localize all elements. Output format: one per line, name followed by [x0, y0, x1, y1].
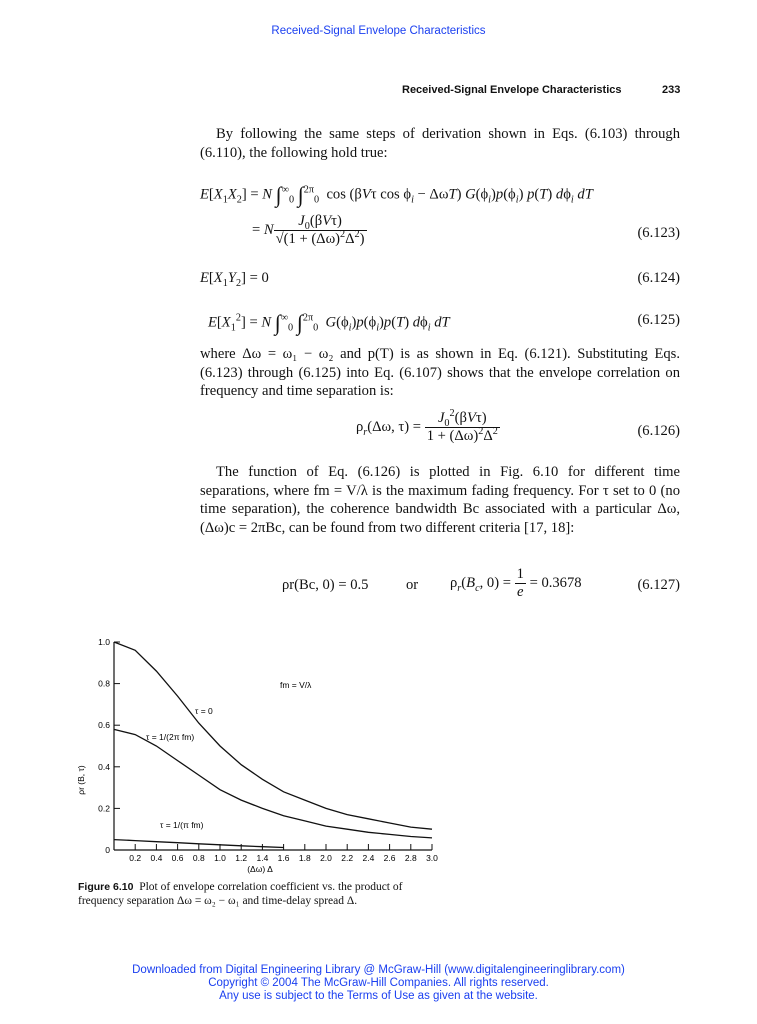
page-number: 233 [662, 84, 681, 96]
equation-6-124: $E[X_1Y_2] = 0$ [200, 270, 269, 289]
x-tick-label: 0.8 [192, 853, 205, 863]
equation-6-126: $\rho_r(\Delta\omega$, τ) = $\frac{J_0^2(\beta V\tau)}{1 + (\Delta\omega)^2\Delta^2}$ [356, 408, 498, 444]
caption-text: Plot of envelope correlation coefficient vs. the product of frequency separation Δω = ω₂ − ω₁ and time-delay spread Δ. [78, 881, 403, 907]
running-head: Received-Signal Envelope Characteristics [402, 84, 622, 96]
y-tick-label: 0.8 [98, 678, 110, 689]
x-tick-label: 1.0 [214, 853, 226, 863]
figure-6-10-chart [70, 630, 450, 880]
x-tick-label: 0.6 [171, 853, 184, 863]
series-label-tau-half-pi: τ = 1/(2π fm) [146, 732, 195, 742]
function-text: The function of Eq. (6.126) is plotted in Fig. 6.10 for different time separations, where fm = V/λ is the maximum fading frequency. For τ set to 0 (no time separation), the coherence bandwidth Bc associated with a particular Δω, (Δω)c = 2πBc, can be found from two different criteria [17, 18]: [200, 464, 680, 536]
eq127-value: = 0.3678 [529, 574, 582, 591]
y-ticks [98, 637, 120, 855]
y-tick-label: 0.2 [98, 803, 110, 814]
x-tick-label: 3.0 [426, 853, 438, 863]
x-tick-label: 1.4 [256, 853, 269, 863]
x-tick-label: 2.2 [341, 853, 354, 863]
y-tick-label: 0 [105, 845, 110, 855]
y-tick-label: 1.0 [98, 637, 110, 647]
equation-6-127-left: ρr(Bc, 0) = 0.5 [282, 577, 369, 593]
y-tick-label: 0.4 [98, 761, 110, 772]
x-tick-label: 2.6 [383, 853, 396, 863]
y-tick-label: 0.6 [98, 720, 110, 731]
chart-series [114, 642, 432, 848]
eq-number-6-126: (6.126) [637, 423, 680, 439]
substitution-paragraph [200, 345, 680, 401]
x-tick-label: 0.2 [129, 853, 142, 863]
series-label-tau-pi: τ = 1/(π fm) [160, 820, 204, 830]
figure-caption [78, 880, 448, 908]
intro-paragraph [200, 125, 680, 162]
eq-number-6-123: (6.123) [637, 225, 680, 241]
x-tick-label: 1.8 [298, 853, 311, 863]
equation-6-127-or: or [406, 577, 419, 593]
equation-6-127-right: $\rho_r(B_c$, 0) = $\frac{1}{e}$ = 0.3678 [450, 566, 582, 600]
chart-axes [114, 642, 432, 850]
equation-6-123-line1: $E[X_1X_2] = N$ $\int^\infty_0$ ∫$^{2\pi}_0$ cos (βVτ $\cos \phi_i - \Delta\omega T$) $G(\phi_i)p(\phi_i)$ p(T) $d\phi_i$ dT [200, 182, 593, 207]
x-tick-label: 1.2 [235, 853, 248, 863]
eq-number-6-124: (6.124) [637, 270, 680, 286]
footer-line-1[interactable]: Downloaded from Digital Engineering Library @ McGraw-Hill (www.digitalengineeringlibrary.com) [132, 964, 625, 976]
eq-number-6-127: (6.127) [637, 577, 680, 593]
equation-6-125: $E[X_1^2] = N$ $\int^\infty_0$ ∫$^{2\pi}_0$ $G(\phi_i)p(\phi_i)p(T)$ $d\phi_i$ dT [208, 310, 450, 335]
series-label-tau-0: τ = 0 [195, 706, 213, 716]
footer-line-2[interactable]: Copyright © 2004 The McGraw-Hill Companies. All rights reserved. [208, 977, 549, 989]
equation-6-123-line2: = N $\frac{J_0(\beta V\tau)}{√(1 + (\Delta\omega)^2\Delta^2)}$ [252, 213, 365, 247]
footer-line-3[interactable]: Any use is subject to the Terms of Use as given at the website. [219, 990, 538, 1002]
x-tick-label: 0.4 [150, 853, 163, 863]
x-axis-label: (Δω) Δ [247, 864, 273, 874]
x-ticks [129, 844, 438, 863]
function-paragraph [200, 463, 680, 537]
y-axis-label: ρr (B, τ) [76, 765, 86, 795]
intro-text: By following the same steps of derivation shown in Eqs. (6.103) through (6.110), the following hold true: [200, 126, 680, 161]
eq-number-6-125: (6.125) [637, 312, 680, 328]
x-tick-label: 2.4 [362, 853, 375, 863]
caption-label: Figure 6.10 [78, 881, 134, 893]
substitution-text: where Δω = ω₁ − ω₂ and p(T) is as shown in Eq. (6.121). Substituting Eqs. (6.123) through (6.125) into Eq. (6.107) shows that the envelope correlation on frequency and time separation is: [200, 346, 680, 399]
chart-labels [76, 680, 312, 874]
footer[interactable] [0, 964, 757, 1003]
fm-annotation: fm = V/λ [280, 680, 312, 690]
x-tick-label: 2.0 [320, 853, 332, 863]
x-tick-label: 2.8 [404, 853, 417, 863]
top-link[interactable]: Received-Signal Envelope Characteristics [271, 25, 486, 37]
x-tick-label: 1.6 [277, 853, 290, 863]
